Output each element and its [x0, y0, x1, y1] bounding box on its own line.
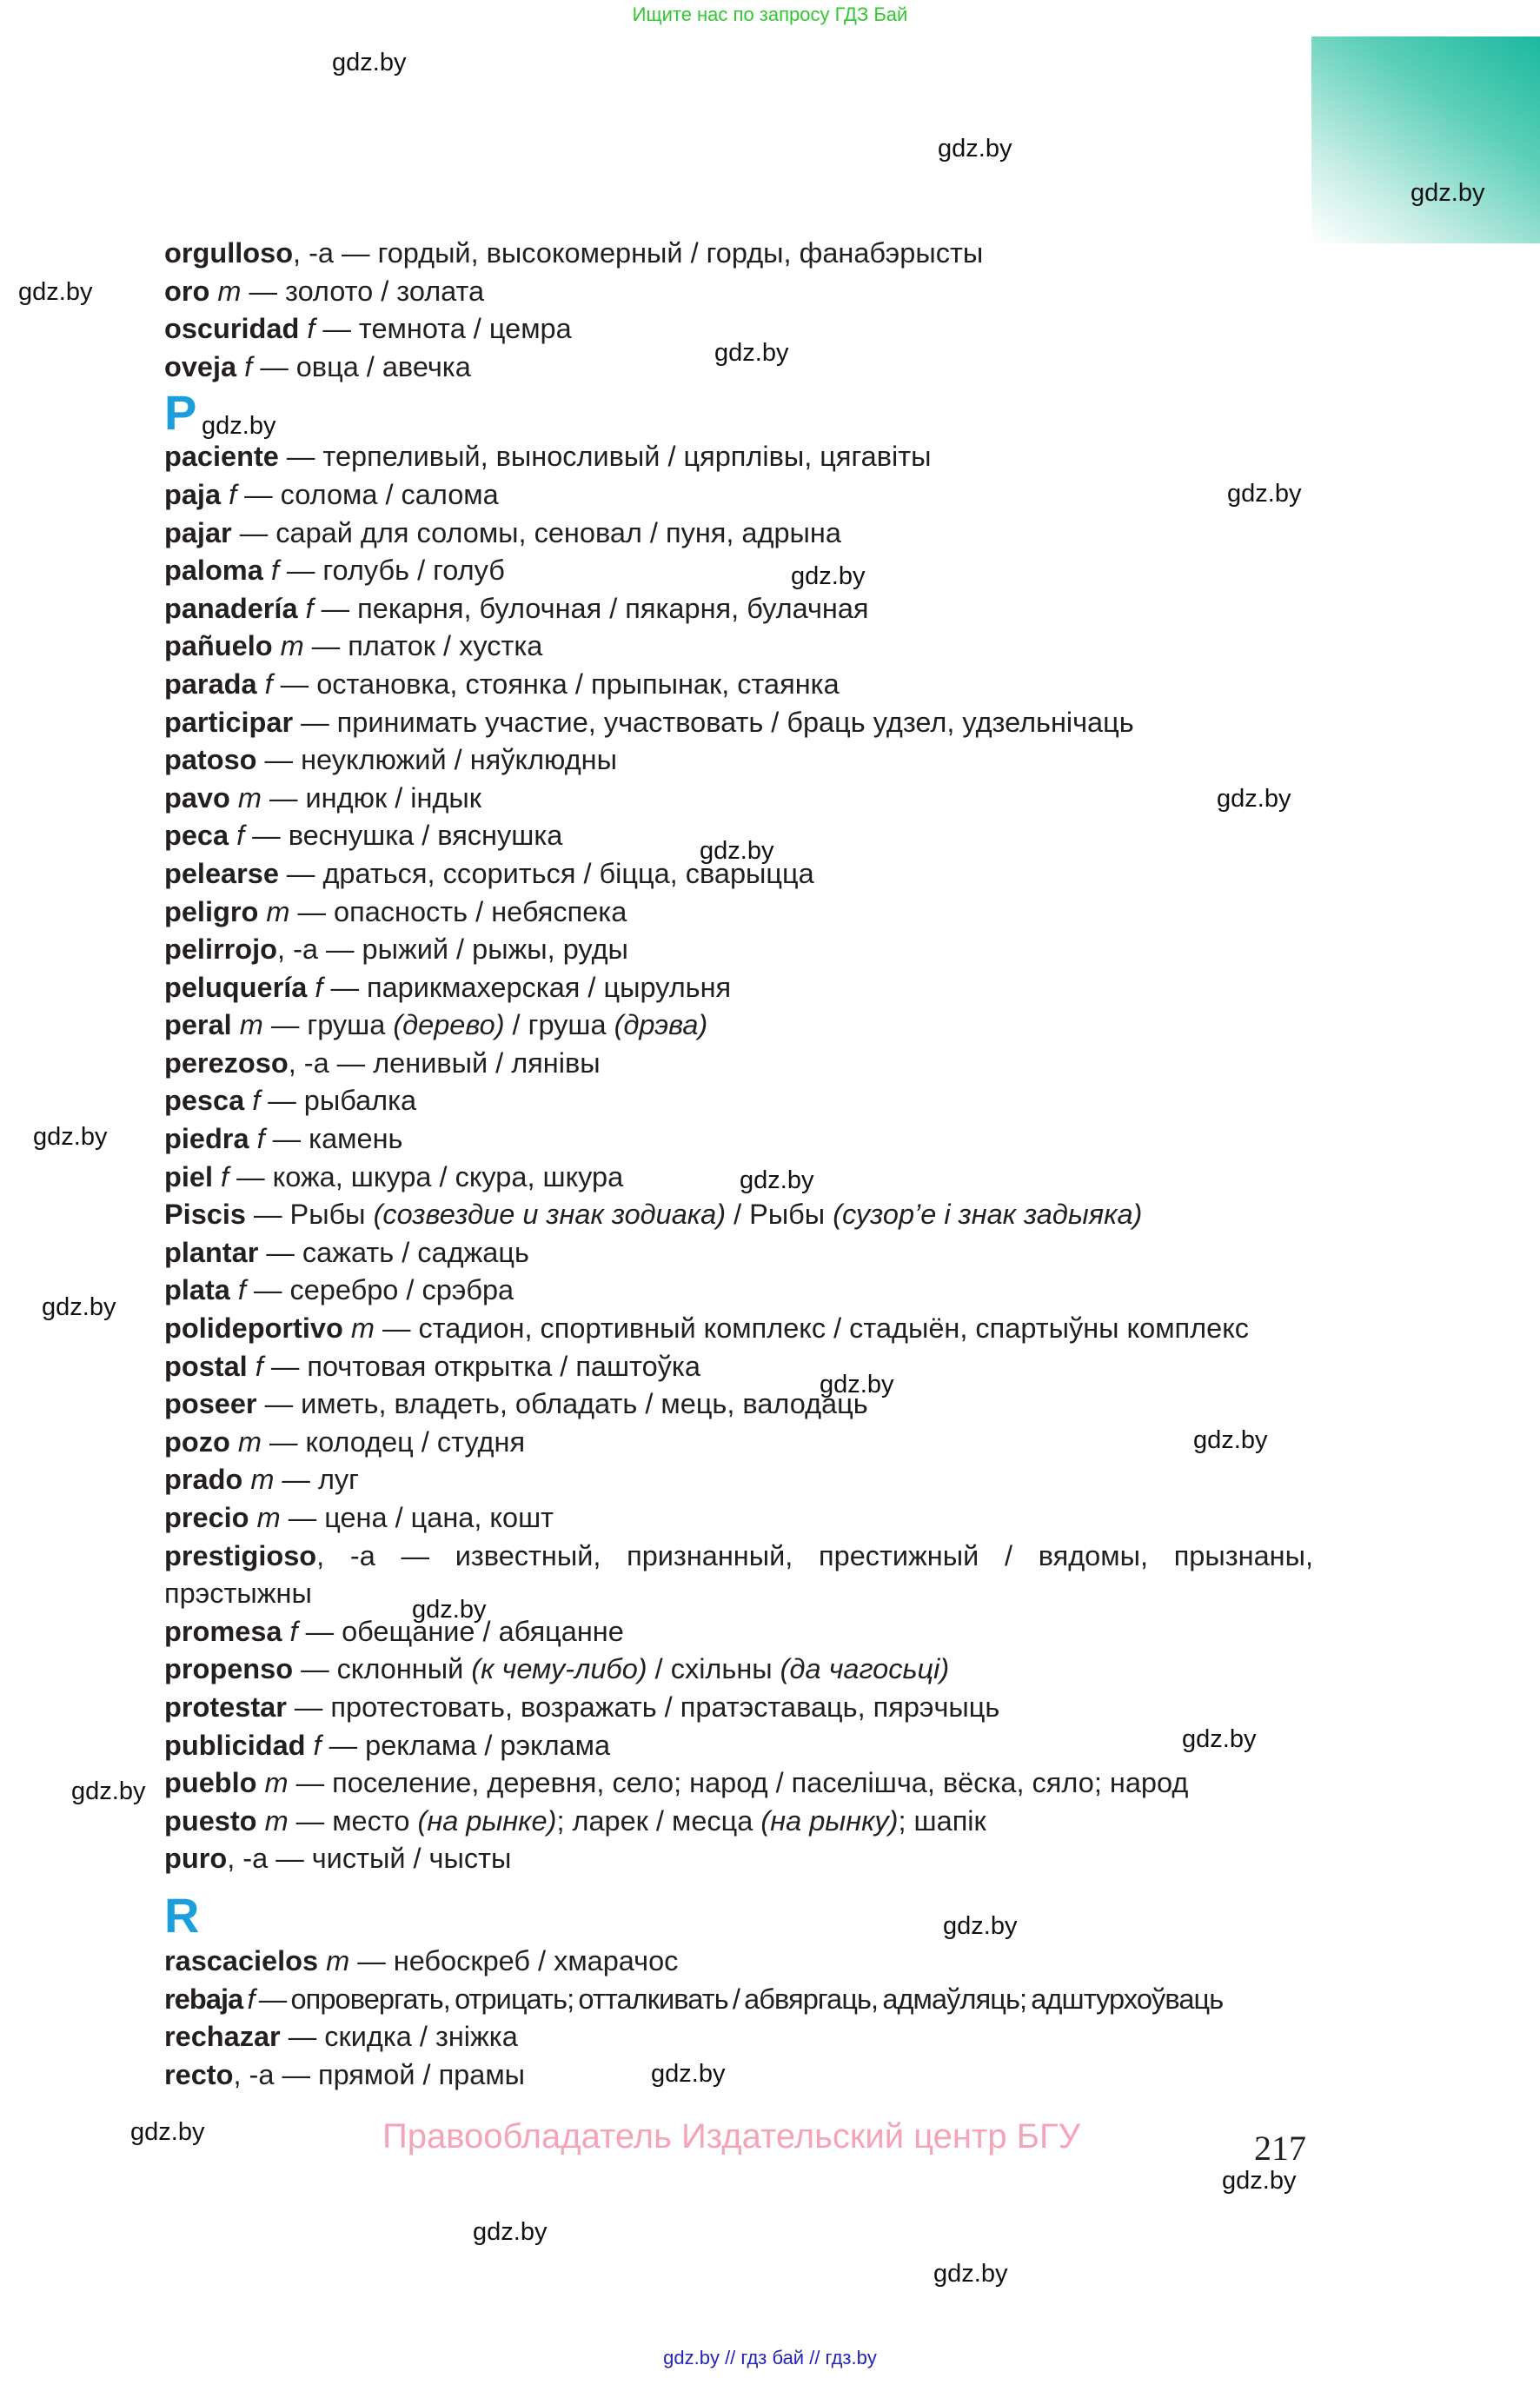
gender-marker: f: [264, 668, 273, 700]
dictionary-entry: [164, 1385, 1313, 1424]
watermark-text: gdz.by: [202, 412, 276, 440]
dictionary-entry: [164, 438, 1313, 476]
dictionary-entry: [164, 1461, 1313, 1499]
headword: pajar: [164, 516, 232, 548]
translation: — золото / золата: [249, 275, 485, 307]
gender-marker: m: [264, 1767, 289, 1799]
headword: recto: [164, 2058, 234, 2090]
dictionary-entry: [164, 855, 1313, 894]
translation: / схільны: [647, 1653, 780, 1685]
gender-marker: m: [280, 630, 304, 662]
headword: pesca: [164, 1085, 245, 1117]
translation: , -a — известный, признанный, престижный / вядомы, прызнаны, прэстыжны: [164, 1539, 1313, 1610]
translation: — парикмахерская / цырульня: [330, 971, 732, 1003]
headword: rebaja: [164, 1983, 243, 2015]
watermark-text: gdz.by: [33, 1123, 108, 1151]
dictionary-entry: [164, 2018, 1313, 2056]
translation: — протестовать, возражать / пратэставаць, пярэчыць: [286, 1691, 1000, 1723]
translation: — терпеливый, выносливый / цярплівы, цягавіты: [278, 441, 932, 473]
headword: plantar: [164, 1236, 259, 1268]
watermark-text: gdz.by: [130, 2118, 205, 2146]
translation: — веснушка / вяснушка: [252, 820, 563, 852]
translation: — небоскреб / хмарачос: [357, 1944, 679, 1976]
watermark-text: gdz.by: [42, 1293, 116, 1321]
dictionary-entry: [164, 1840, 1313, 1878]
dictionary-entry: [164, 1613, 1313, 1651]
headword: peluquería: [164, 971, 308, 1003]
headword: puro: [164, 1843, 228, 1875]
translation: — голубь / голуб: [286, 555, 505, 587]
dictionary-entry: [164, 1348, 1313, 1386]
dictionary-entry: [164, 476, 1313, 515]
dictionary-entry: [164, 515, 1313, 553]
translation: — принимать участие, участвовать / браць удзел, удзельнічаць: [293, 706, 1134, 738]
headword: parada: [164, 668, 257, 700]
translation: — обещание / абяцанне: [305, 1615, 624, 1647]
dictionary-entry: [164, 1120, 1313, 1159]
translation: — груша: [270, 1009, 386, 1041]
usage-note: (да чагосьці): [780, 1653, 950, 1685]
page-corner-tab: [1311, 37, 1540, 243]
dictionary-entry: [164, 552, 1313, 590]
watermark-text: gdz.by: [740, 1166, 814, 1194]
gender-marker: f: [229, 478, 237, 510]
watermark-text: gdz.by: [473, 2218, 548, 2246]
headword: paciente: [164, 441, 279, 473]
headword: pozo: [164, 1425, 230, 1458]
headword: pavo: [164, 781, 230, 814]
dictionary-entry: [164, 1981, 1313, 2019]
dictionary-entry: [164, 1082, 1313, 1120]
dictionary-entry: [164, 1727, 1313, 1765]
dictionary-entries: [164, 235, 1313, 2094]
watermark-text: gdz.by: [1222, 2167, 1297, 2195]
watermark-text: gdz.by: [820, 1371, 894, 1398]
dictionary-entry: [164, 1651, 1313, 1689]
watermark-text: gdz.by: [18, 278, 93, 306]
watermark-text: gdz.by: [71, 1777, 146, 1805]
translation: — место: [295, 1804, 410, 1837]
dictionary-entry: [164, 1006, 1313, 1045]
watermark-text: gdz.by: [1193, 1426, 1268, 1454]
dictionary-entry: [164, 1803, 1313, 1841]
gender-marker: f: [237, 1274, 246, 1306]
usage-note: (к чему-либо): [471, 1653, 647, 1685]
headword: promesa: [164, 1615, 282, 1647]
dictionary-entry: [164, 1538, 1313, 1613]
dictionary-entry: [164, 741, 1313, 780]
dictionary-entry: [164, 349, 1313, 387]
headword: plata: [164, 1274, 230, 1306]
headword: postal: [164, 1350, 248, 1382]
headword: oscuridad: [164, 313, 300, 345]
gender-marker: m: [266, 895, 290, 927]
translation: — склонный: [293, 1653, 472, 1685]
headword: publicidad: [164, 1729, 306, 1761]
gender-marker: f: [221, 1160, 229, 1192]
headword: participar: [164, 706, 294, 738]
dictionary-entry: [164, 1499, 1313, 1538]
gender-marker: f: [270, 555, 279, 587]
dictionary-entry: [164, 931, 1313, 969]
headword: precio: [164, 1502, 249, 1533]
gender-marker: m: [237, 1425, 262, 1458]
headword: pelirrojo: [164, 933, 278, 966]
translation: — рыбалка: [268, 1085, 417, 1117]
translation: — реклама / рэклама: [329, 1729, 611, 1761]
translation: — серебро / срэбра: [253, 1274, 514, 1306]
watermark-text: gdz.by: [938, 135, 1012, 163]
translation: — драться, ссориться / біцца, сварыцца: [278, 857, 814, 889]
dictionary-entry: [164, 310, 1313, 349]
headword: panadería: [164, 592, 298, 624]
translation: / груша: [504, 1009, 614, 1041]
translation: — цена / цана, кошт: [288, 1502, 554, 1533]
translation: — кожа, шкура / скура, шкура: [236, 1160, 624, 1192]
translation: — опровергать, отрицать; отталкивать / абвяргаць, адмаўляць; адштурхоўваць: [258, 1983, 1224, 2015]
dictionary-entry: [164, 1234, 1313, 1272]
dictionary-entry: [164, 1045, 1313, 1083]
gender-marker: f: [244, 350, 253, 382]
headword: pañuelo: [164, 630, 273, 662]
translation: — стадион, спортивный комплекс / стадыён, спартыўны комплекс: [382, 1312, 1250, 1345]
dictionary-entry: [164, 704, 1313, 742]
translation: , -a — ленивый / лянівы: [288, 1046, 601, 1079]
dictionary-entry: [164, 1943, 1313, 1981]
headword: rascacielos: [164, 1944, 319, 1976]
dictionary-entry: [164, 2056, 1313, 2095]
translation: — темнота / цемра: [322, 313, 572, 345]
translation: — неуклюжий / няўклюдны: [256, 744, 617, 776]
headword: peca: [164, 820, 229, 852]
watermark-text: gdz.by: [651, 2060, 726, 2088]
watermark-text: gdz.by: [933, 2260, 1008, 2288]
headword: patoso: [164, 744, 257, 776]
translation: , -a — прямой / прамы: [233, 2058, 526, 2090]
headword: Piscis: [164, 1199, 246, 1231]
dictionary-entry: [164, 1424, 1313, 1462]
gender-marker: f: [313, 1729, 322, 1761]
translation: — индюк / індык: [269, 781, 481, 814]
dictionary-entry: [164, 894, 1313, 932]
bottom-links[interactable]: gdz.by // гдз бай // гдз.by: [663, 2347, 877, 2368]
dictionary-entry: [164, 780, 1313, 818]
headword: pelearse: [164, 857, 279, 889]
dictionary-entry: [164, 817, 1313, 855]
headword: perezoso: [164, 1046, 289, 1079]
usage-note: (дерево): [393, 1009, 505, 1041]
headword: piedra: [164, 1123, 249, 1155]
gender-marker: f: [255, 1350, 263, 1382]
translation: , -a — рыжий / рыжы, руды: [277, 933, 628, 966]
dictionary-entry: [164, 1764, 1313, 1803]
gender-marker: f: [305, 592, 314, 624]
headword: propenso: [164, 1653, 294, 1685]
translation: — колодец / студня: [269, 1425, 526, 1458]
headword: piel: [164, 1160, 213, 1192]
watermark-text: gdz.by: [1411, 179, 1485, 207]
gender-marker: m: [326, 1944, 350, 1976]
copyright-notice: Правообладатель Издательский центр БГУ: [382, 2117, 1081, 2156]
dictionary-entry: [164, 1196, 1313, 1234]
usage-note: (созвездие и знак зодиака): [373, 1199, 727, 1231]
translation: ; шапік: [898, 1804, 986, 1837]
top-banner[interactable]: Ищите нас по запросу ГДЗ Бай: [632, 3, 908, 25]
translation: ; ларек / месца: [556, 1804, 761, 1837]
usage-note: (на рынке): [417, 1804, 557, 1837]
usage-note: (сузор’е і знак задыяка): [833, 1199, 1143, 1231]
translation: — пекарня, булочная / пякарня, булачная: [321, 592, 869, 624]
headword: paloma: [164, 555, 263, 587]
translation: , -a — чистый / чысты: [227, 1843, 512, 1875]
dictionary-entry: [164, 1689, 1313, 1727]
gender-marker: m: [250, 1464, 275, 1496]
dictionary-entry: [164, 590, 1313, 628]
translation: — солома / салома: [244, 478, 499, 510]
watermark-text: gdz.by: [1182, 1725, 1257, 1753]
watermark-text: gdz.by: [412, 1596, 487, 1624]
translation: — почтовая открытка / паштоўка: [270, 1350, 700, 1382]
watermark-text: gdz.by: [700, 837, 774, 865]
gender-marker: f: [307, 313, 315, 345]
watermark-text: gdz.by: [791, 562, 866, 590]
translation: / Рыбы: [726, 1199, 833, 1231]
headword: paja: [164, 478, 222, 510]
translation: — опасность / небяспека: [297, 895, 627, 927]
dictionary-entry: [164, 1159, 1313, 1197]
translation: — платок / хустка: [311, 630, 543, 662]
translation: — Рыбы: [245, 1199, 374, 1231]
headword: puesto: [164, 1804, 257, 1837]
section-letter: P: [164, 385, 197, 441]
gender-marker: m: [239, 1009, 263, 1041]
headword: oro: [164, 275, 210, 307]
gender-marker: m: [256, 1502, 281, 1533]
headword: oveja: [164, 350, 237, 382]
gender-marker: m: [264, 1804, 289, 1837]
usage-note: (на рынку): [760, 1804, 899, 1837]
headword: protestar: [164, 1691, 287, 1723]
section-letter: R: [164, 1887, 200, 1943]
headword: orgulloso: [164, 237, 294, 269]
headword: polideportivo: [164, 1312, 343, 1345]
gender-marker: f: [289, 1615, 298, 1647]
gender-marker: f: [247, 1983, 255, 2015]
dictionary-entry: [164, 969, 1313, 1007]
translation: , -a — гордый, высокомерный / горды, фанабэрысты: [293, 237, 984, 269]
gender-marker: m: [350, 1312, 375, 1345]
dictionary-entry: [164, 666, 1313, 704]
translation: — сажать / саджаць: [258, 1236, 529, 1268]
translation: — камень: [272, 1123, 403, 1155]
dictionary-entry: [164, 628, 1313, 666]
watermark-text: gdz.by: [943, 1912, 1018, 1940]
headword: rechazar: [164, 2021, 281, 2053]
dictionary-entry: [164, 1272, 1313, 1310]
gender-marker: f: [256, 1123, 265, 1155]
translation: — скидка / зніжка: [280, 2021, 518, 2053]
watermark-text: gdz.by: [332, 49, 407, 76]
gender-marker: m: [217, 275, 242, 307]
gender-marker: m: [237, 781, 262, 814]
headword: peligro: [164, 895, 259, 927]
headword: peral: [164, 1009, 232, 1041]
translation: — овца / авечка: [260, 350, 471, 382]
usage-note: (дрэва): [614, 1009, 708, 1041]
translation: — поселение, деревня, село; народ / паселішча, вёска, сяло; народ: [295, 1767, 1189, 1799]
translation: — сарай для соломы, сеновал / пуня, адрына: [231, 516, 841, 548]
dictionary-entry: [164, 1310, 1313, 1348]
headword: prado: [164, 1464, 243, 1496]
dictionary-entry: [164, 235, 1313, 273]
watermark-text: gdz.by: [714, 339, 789, 367]
translation: — остановка, стоянка / прыпынак, стаянка: [280, 668, 840, 700]
gender-marker: f: [315, 971, 323, 1003]
headword: pueblo: [164, 1767, 257, 1799]
dictionary-entry: [164, 273, 1313, 311]
headword: prestigioso: [164, 1539, 317, 1571]
watermark-text: gdz.by: [1227, 480, 1302, 508]
watermark-text: gdz.by: [1217, 785, 1291, 813]
headword: poseer: [164, 1388, 257, 1420]
translation: — луг: [282, 1464, 360, 1496]
gender-marker: f: [252, 1085, 261, 1117]
page-number: 217: [1254, 2129, 1306, 2168]
translation: — иметь, владеть, обладать / мець, валодаць: [256, 1388, 868, 1420]
gender-marker: f: [236, 820, 245, 852]
